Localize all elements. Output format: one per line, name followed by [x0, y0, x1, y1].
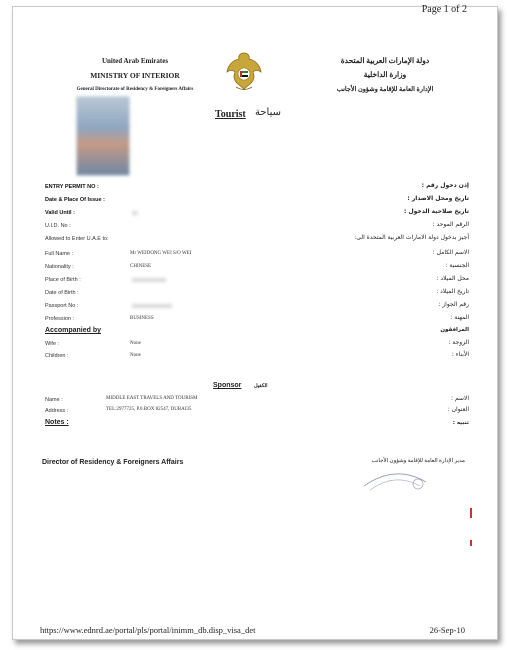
field-label-entry-permit-ar: إذن دخول رقم : — [421, 182, 469, 189]
field-label-sponsor-address: Address : — [45, 408, 69, 414]
red-mark — [470, 540, 472, 546]
field-label-children: Children : — [45, 353, 69, 359]
field-value-children: None — [130, 353, 141, 358]
uae-emblem-icon — [224, 50, 264, 92]
field-value-sponsor-address: TEL:2977725, P.0.BOX 82547, DUBAI35 — [106, 407, 192, 412]
accompanied-title-ar: المرافقون — [440, 327, 469, 333]
field-label-uid: U.I.D. No : — [45, 223, 71, 229]
field-value-profession: BUSINESS — [130, 316, 154, 321]
field-label-profession-ar: المهنة : — [450, 314, 469, 321]
field-label-wife-ar: الزوجة : — [448, 339, 469, 346]
official-stamp — [360, 468, 430, 492]
doc-type-ar: سياحة — [255, 107, 281, 118]
director-title-ar: مدير الإدارة العامة للإقامة وشؤون الأجانب — [371, 458, 465, 464]
field-value-full-name: Mr WEIDONG WEI S/O WEI — [130, 251, 192, 256]
notes-label: Notes : — [45, 419, 69, 426]
header-directorate: General Directorate of Residency & Foreigners Affairs — [76, 87, 194, 92]
field-label-place-of-birth: Place of Birth : — [45, 277, 81, 283]
field-label-issue: Date & Place Of Issue : — [45, 197, 105, 203]
field-label-allowed: Allowed to Enter U.A.E to: — [45, 236, 109, 242]
header-ministry-ar: وزارة الداخلية — [363, 70, 407, 79]
field-value-wife: None — [130, 341, 141, 346]
field-label-sponsor-name: Name : — [45, 397, 63, 403]
sponsor-title: Sponsor — [213, 382, 242, 389]
header-country: United Arab Emirates — [101, 57, 169, 65]
field-label-valid-until: Valid Until : — [45, 210, 75, 216]
field-label-passport-ar: رقم الجواز : — [438, 301, 469, 308]
field-value-sponsor-name: MIDDLE EAST TRAVELS AND TOURISM — [106, 396, 198, 401]
page-url: https://www.ednrd.ae/portal/pls/portal/inimm_db.disp_visa_det — [40, 625, 256, 635]
field-label-wife: Wife : — [45, 341, 60, 347]
print-date: 26-Sep-10 — [429, 625, 465, 635]
field-label-full-name: Full Name : — [45, 251, 74, 257]
header-directorate-ar: الإدارة العامة للإقامة وشؤون الأجانب — [336, 86, 434, 93]
page-label: Page 1 of 2 — [421, 4, 467, 15]
notes-label-ar: تنبيه : — [452, 420, 469, 426]
field-label-date-of-birth-ar: تاريخ الميلاد : — [436, 288, 469, 295]
field-label-sponsor-address-ar: العنوان : — [447, 406, 469, 413]
field-label-valid-until-ar: تاريخ صلاحية الدخول : — [403, 208, 469, 215]
redacted-value — [132, 211, 138, 215]
applicant-photo — [76, 96, 130, 176]
field-label-full-name-ar: الاسم الكامل : — [432, 249, 469, 256]
red-mark — [470, 508, 472, 518]
field-label-nationality: Nationality : — [45, 264, 74, 270]
accompanied-title: Accompanied by — [45, 327, 102, 334]
field-label-place-of-birth-ar: محل الميلاد : — [436, 275, 469, 282]
field-label-entry-permit: ENTRY PERMIT NO : — [45, 184, 99, 190]
field-label-profession: Profession : — [45, 316, 75, 322]
field-label-issue-ar: تاريخ ومحل الاصدار : — [407, 195, 469, 202]
field-label-sponsor-name-ar: الاسم : — [450, 395, 469, 402]
redacted-value — [132, 304, 172, 308]
doc-type: Tourist — [215, 109, 246, 120]
field-label-nationality-ar: الجنسية : — [445, 262, 469, 269]
field-label-allowed-ar: أجيز بدخول دولة الامارات العربية المتحدة الى: — [354, 234, 469, 241]
header-country-ar: دولة الإمارات العربية المتحدة — [340, 56, 430, 65]
field-value-nationality: CHINESE — [130, 264, 152, 269]
redacted-value — [132, 278, 166, 282]
field-label-uid-ar: الرقم الموحد : — [432, 221, 469, 228]
sponsor-title-ar: الكفيل — [254, 384, 268, 389]
header-ministry: MINISTRY OF INTERIOR — [90, 71, 180, 80]
field-label-children-ar: الأبناء : — [451, 351, 469, 358]
field-label-date-of-birth: Date of Birth : — [45, 290, 79, 296]
field-label-passport: Passport No : — [45, 303, 79, 309]
director-title: Director of Residency & Foreigners Affairs — [42, 459, 184, 466]
